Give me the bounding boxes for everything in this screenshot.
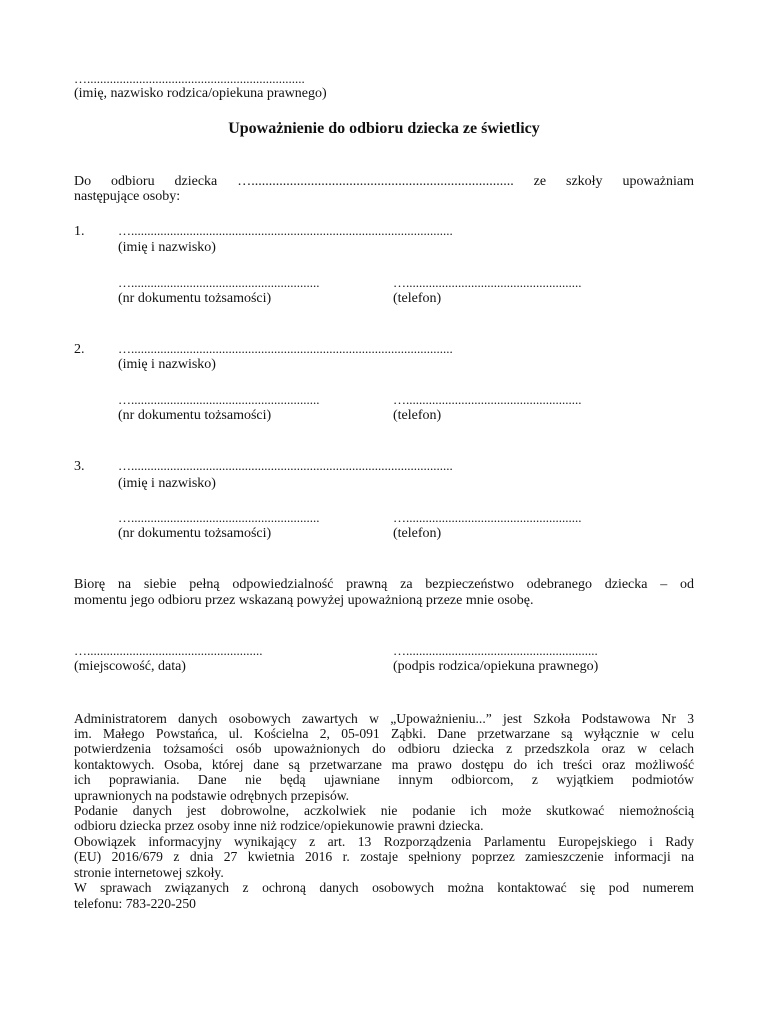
person-2-phone-label: (telefon) <box>393 408 442 423</box>
intro-line-2: następujące osoby: <box>74 189 181 204</box>
responsibility-line-1: Biorę na siebie pełną odpowiedzialność prawną za bezpieczeństwo odebranego dziecka – od <box>74 577 694 592</box>
person-3-doc-dots: ….......................................................... <box>118 510 320 525</box>
person-1-doc-label: (nr dokumentu tożsamości) <box>118 291 272 306</box>
person-3-number: 3. <box>74 459 85 474</box>
intro-part2: ze szkoły upoważniam <box>533 174 695 189</box>
gdpr-line: Obowiązek informacyjny wynikający z art. 13 Rozporządzenia Parlamentu Europejskiego i Rady <box>74 834 694 849</box>
place-date-dots: …...................................................... <box>74 643 263 658</box>
gdpr-line: potwierdzenia tożsamości osób upoważnionych do odbioru dziecka z przedszkola oraz w celach <box>74 741 694 756</box>
person-1-number: 1. <box>74 224 85 239</box>
person-1-doc-dots: ….......................................................... <box>118 275 320 290</box>
place-date-label: (miejscowość, data) <box>74 659 186 674</box>
person-2-name-dots: …................................................................................................... <box>118 341 453 356</box>
person-2-number: 2. <box>74 342 85 357</box>
child-name-dots: …........................................................................... <box>237 174 514 189</box>
person-2-phone-dots: …...................................................... <box>393 392 582 407</box>
person-3-phone-dots: …...................................................... <box>393 510 582 525</box>
gdpr-line: odbioru dziecka przez osoby inne niż rodzice/opiekunowie prawni dziecka. <box>74 818 484 833</box>
person-2-name-label: (imię i nazwisko) <box>118 357 216 372</box>
person-3-name-label: (imię i nazwisko) <box>118 476 216 491</box>
page-title: Upoważnienie do odbioru dziecka ze świetlicy <box>228 120 540 137</box>
gdpr-line: (EU) 2016/679 z dnia 27 kwietnia 2016 r. zostaje spełniony poprzez zamieszczenie informacji na <box>74 849 694 864</box>
person-1-name-dots: …................................................................................................... <box>118 223 453 238</box>
parent-name-dots: …................................................................... <box>74 71 305 86</box>
parent-name-label: (imię, nazwisko rodzica/opiekuna prawnego) <box>74 86 327 101</box>
intro-part1: Do odbioru dziecka <box>74 174 218 189</box>
person-3-phone-label: (telefon) <box>393 526 442 541</box>
person-2-doc-dots: ….......................................................... <box>118 392 320 407</box>
gdpr-line: uprawnionych na podstawie odrębnych przepisów. <box>74 788 350 803</box>
person-3-doc-label: (nr dokumentu tożsamości) <box>118 526 272 541</box>
gdpr-line: telefonu: 783-220-250 <box>74 896 196 911</box>
person-1-phone-label: (telefon) <box>393 291 442 306</box>
intro-line-1 <box>74 174 694 190</box>
signature-dots: …........................................................... <box>393 643 598 658</box>
signature-label: (podpis rodzica/opiekuna prawnego) <box>393 659 599 674</box>
person-1-name-label: (imię i nazwisko) <box>118 240 216 255</box>
person-2-doc-label: (nr dokumentu tożsamości) <box>118 408 272 423</box>
gdpr-line: stronie internetowej szkoły. <box>74 865 224 880</box>
person-3-name-dots: …................................................................................................... <box>118 458 453 473</box>
gdpr-line: im. Małego Powstańca, ul. Kościelna 2, 05-091 Ząbki. Dane przetwarzane są wyłącznie w celu <box>74 726 694 741</box>
gdpr-line: Administratorem danych osobowych zawartych w „Upoważnieniu...” jest Szkoła Podstawowa Nr 3 <box>74 711 694 726</box>
gdpr-line: W sprawach związanych z ochroną danych osobowych można kontaktować się pod numerem <box>74 880 694 895</box>
person-1-phone-dots: …...................................................... <box>393 275 582 290</box>
gdpr-line: kontaktowych. Osoba, której dane są przetwarzane ma prawo dostępu do ich treści oraz możliwość <box>74 757 694 772</box>
gdpr-line: Podanie danych jest dobrowolne, aczkolwiek nie podanie ich może skutkować niemożnością <box>74 803 694 818</box>
gdpr-line: ich poprawiania. Dane nie będą ujawniane innym odbiorcom, z wyjątkiem podmiotów <box>74 772 694 787</box>
responsibility-line-2: momentu jego odbioru przez wskazaną powyżej upoważnioną przeze mnie osobę. <box>74 593 534 608</box>
